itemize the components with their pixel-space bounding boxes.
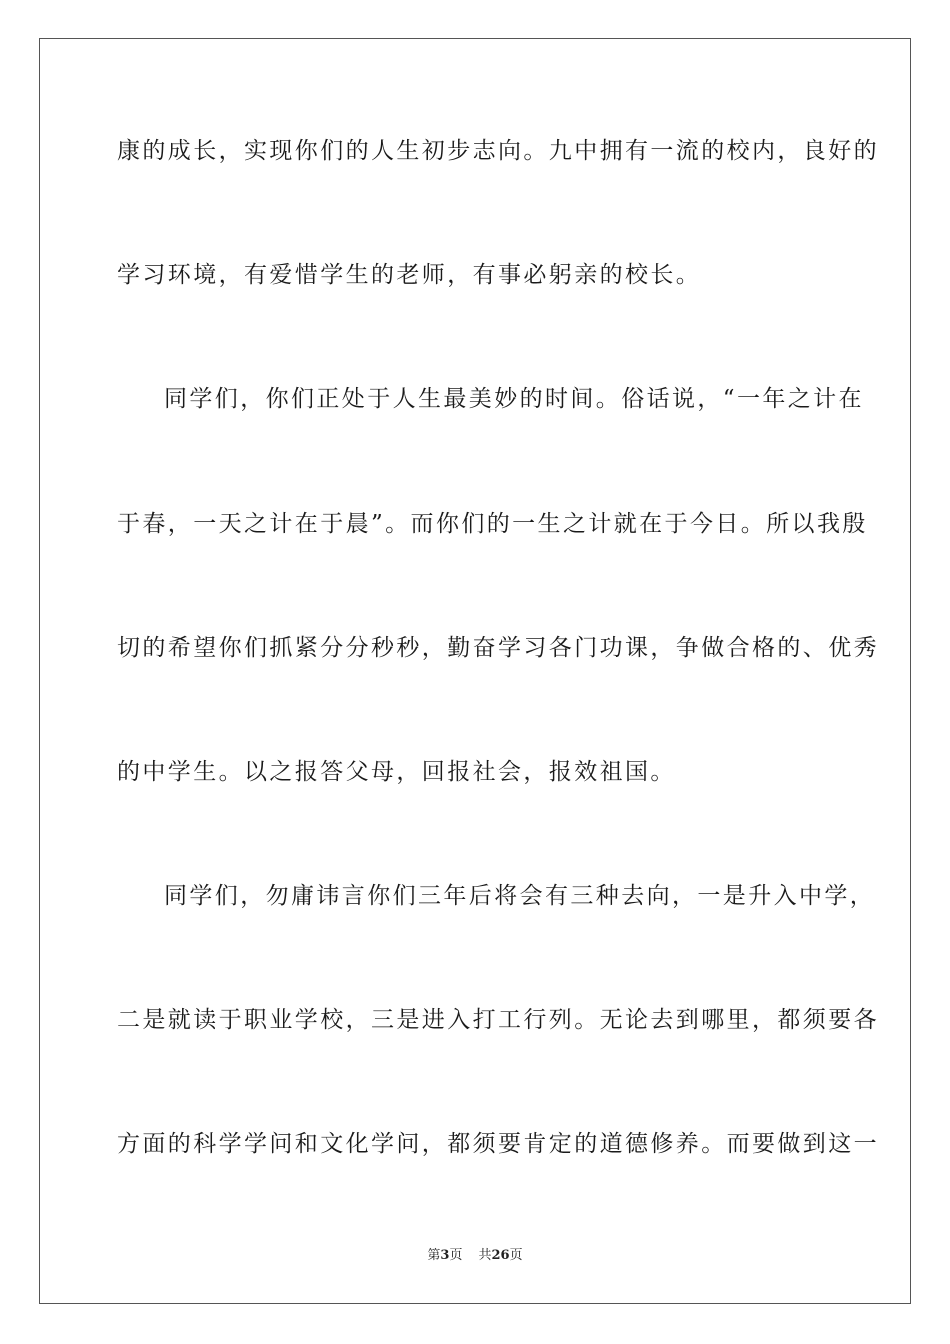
body-line-7: 同学们，勿庸讳言你们三年后将会有三种去向，一是升入中学， bbox=[164, 883, 876, 909]
page-suffix: 页 bbox=[449, 1248, 463, 1263]
body-line-5: 切的希望你们抓紧分分秒秒，勤奋学习各门功课，争做合格的、优秀 bbox=[117, 635, 879, 661]
total-pages: 26 bbox=[491, 1248, 510, 1263]
body-line-2: 学习环境，有爱惜学生的老师，有事必躬亲的校长。 bbox=[117, 262, 702, 288]
body-line-3: 同学们，你们正处于人生最美妙的时间。俗话说，“一年之计在 bbox=[164, 386, 864, 412]
body-line-9: 方面的科学学问和文化学问，都须要肯定的道德修养。而要做到这一 bbox=[117, 1131, 879, 1157]
body-line-6: 的中学生。以之报答父母，回报社会，报效祖国。 bbox=[117, 759, 676, 785]
page-number: 3 bbox=[440, 1248, 450, 1263]
page-border bbox=[39, 38, 911, 1304]
body-line-8: 二是就读于职业学校，三是进入打工行列。无论去到哪里，都须要各 bbox=[117, 1007, 879, 1033]
body-line-1: 康的成长，实现你们的人生初步志向。九中拥有一流的校内，良好的 bbox=[117, 138, 879, 164]
body-line-4: 于春，一天之计在于晨”。而你们的一生之计就在于今日。所以我殷 bbox=[117, 511, 868, 537]
page-footer bbox=[0, 1247, 950, 1265]
total-suffix: 页 bbox=[509, 1248, 523, 1263]
total-prefix: 共 bbox=[478, 1248, 492, 1263]
page-prefix: 第 bbox=[427, 1248, 441, 1263]
